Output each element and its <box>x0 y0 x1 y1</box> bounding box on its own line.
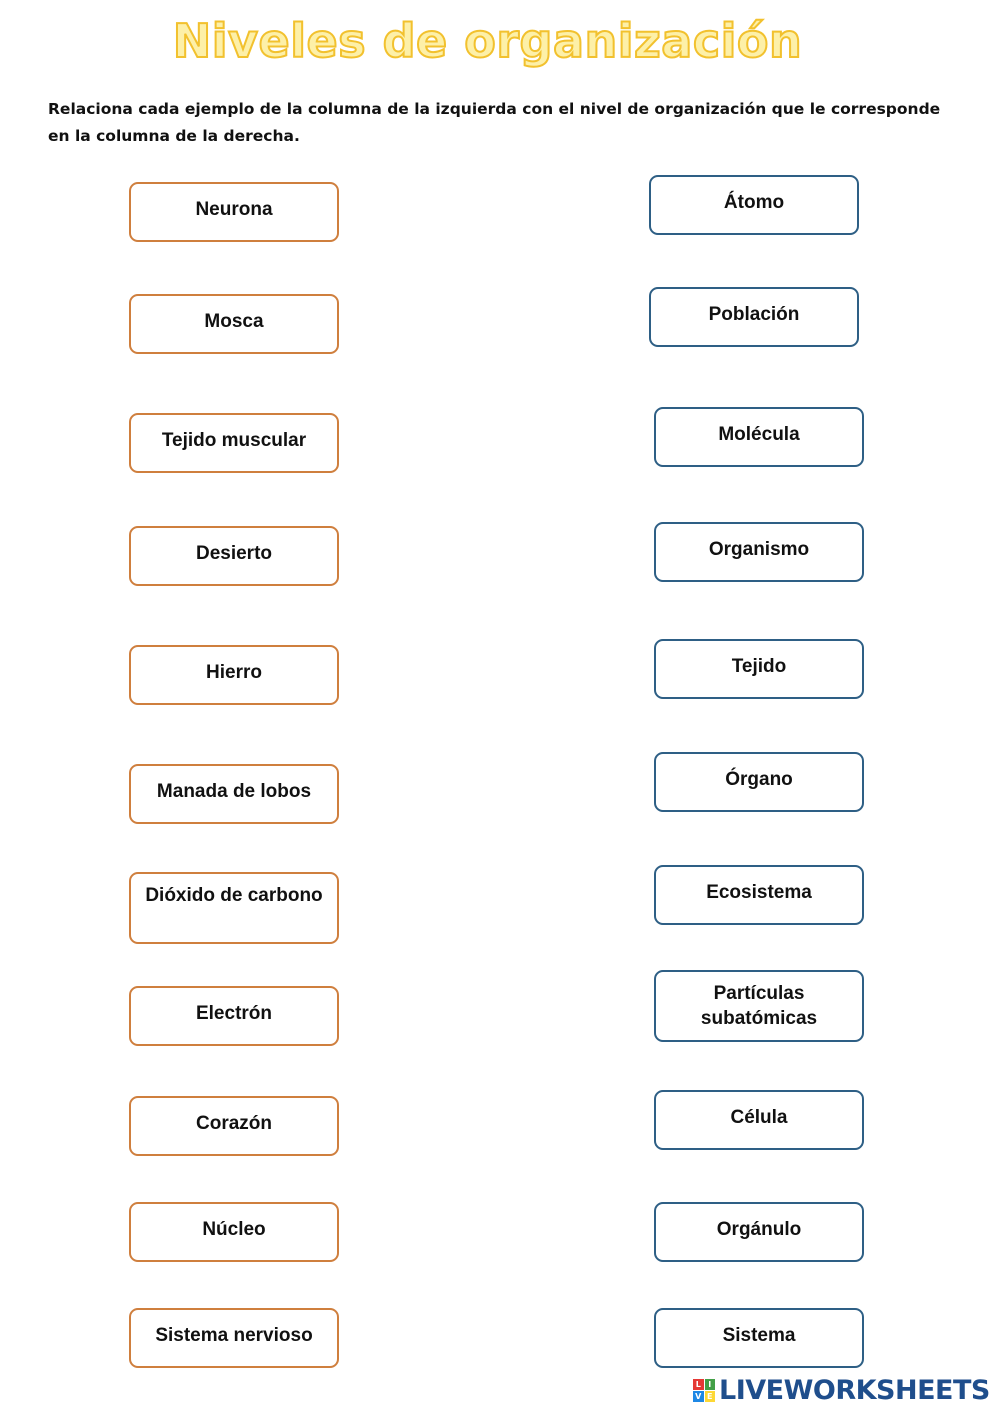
right-item-organismo[interactable]: Organismo <box>654 522 864 582</box>
left-item-nucleo[interactable]: Núcleo <box>129 1202 339 1262</box>
right-item-atomo[interactable]: Átomo <box>649 175 859 235</box>
right-item-particulas-subatomicas[interactable]: Partículas subatómicas <box>654 970 864 1042</box>
logo-mark-tile: E <box>705 1391 716 1402</box>
left-item-mosca[interactable]: Mosca <box>129 294 339 354</box>
left-item-tejido-muscular[interactable]: Tejido muscular <box>129 413 339 473</box>
right-item-tejido[interactable]: Tejido <box>654 639 864 699</box>
logo-mark-tile: L <box>693 1379 704 1390</box>
logo-mark-tile: I <box>705 1379 716 1390</box>
instructions-text: Relaciona cada ejemplo de la columna de la izquierda con el nivel de organización que le corresponde en la columna de la derecha. <box>48 100 941 145</box>
right-item-organulo[interactable]: Orgánulo <box>654 1202 864 1262</box>
right-item-poblacion[interactable]: Población <box>649 287 859 347</box>
right-item-celula[interactable]: Célula <box>654 1090 864 1150</box>
left-item-electron[interactable]: Electrón <box>129 986 339 1046</box>
right-item-ecosistema[interactable]: Ecosistema <box>654 865 864 925</box>
right-item-molecula[interactable]: Molécula <box>654 407 864 467</box>
liveworksheets-mark-icon <box>693 1379 715 1401</box>
logo-text: LIVEWORKSHEETS <box>719 1374 990 1406</box>
logo-mark-tile: V <box>693 1391 704 1402</box>
page-title: Niveles de organización <box>172 14 803 68</box>
right-item-organo[interactable]: Órgano <box>654 752 864 812</box>
left-item-neurona[interactable]: Neurona <box>129 182 339 242</box>
left-item-manada-de-lobos[interactable]: Manada de lobos <box>129 764 339 824</box>
left-item-corazon[interactable]: Corazón <box>129 1096 339 1156</box>
liveworksheets-logo <box>693 1376 990 1404</box>
right-item-sistema[interactable]: Sistema <box>654 1308 864 1368</box>
left-item-desierto[interactable]: Desierto <box>129 526 339 586</box>
left-item-hierro[interactable]: Hierro <box>129 645 339 705</box>
left-item-sistema-nervioso[interactable]: Sistema nervioso <box>129 1308 339 1368</box>
left-item-dioxido-de-carbono[interactable]: Dióxido de carbono <box>129 872 339 944</box>
